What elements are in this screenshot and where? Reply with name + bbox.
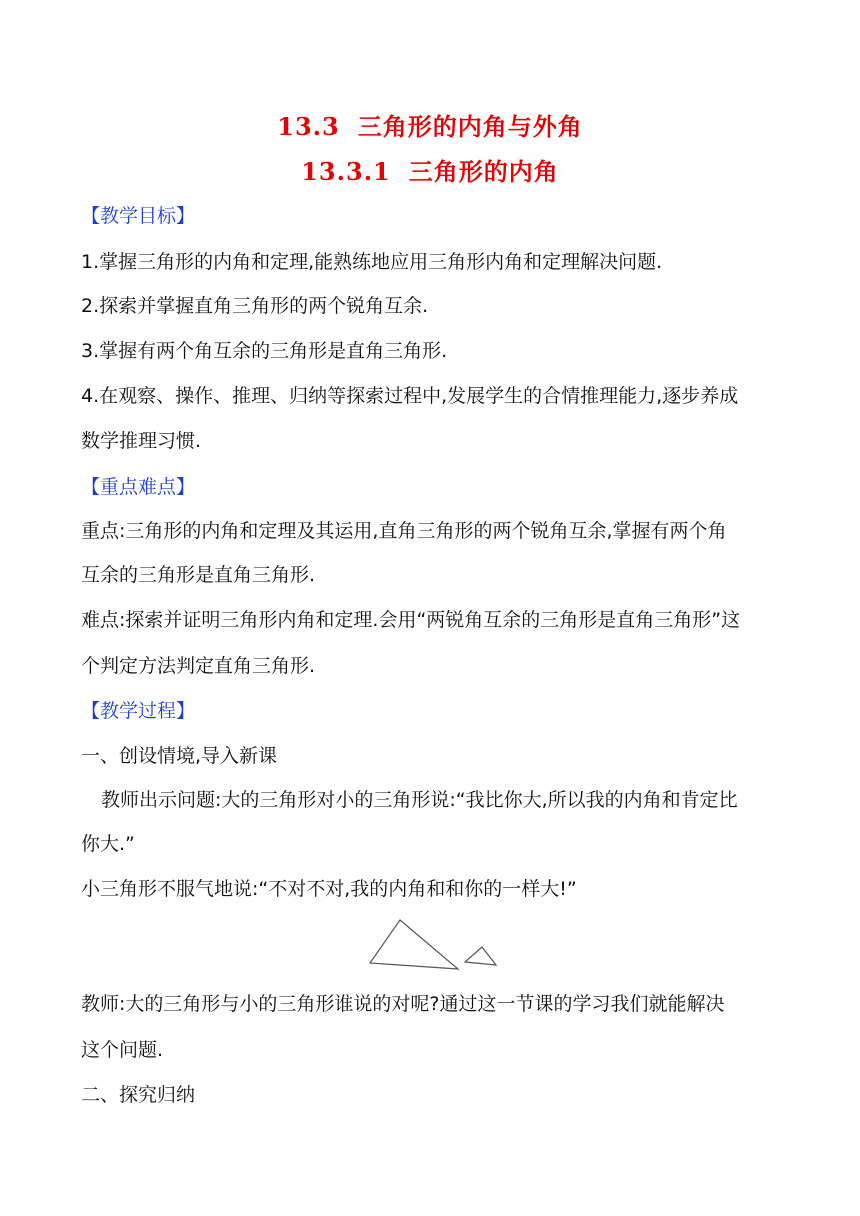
part2-title: 二、探究归纳 [81,1084,196,1106]
triangles-figure [360,914,510,976]
goal-item-4-cont: 数学推理习惯. [81,430,202,452]
goal-item-2: 2.探索并掌握直角三角形的两个锐角互余. [81,295,429,317]
key-point-line: 重点:三角形的内角和定理及其运用,直角三角形的两个锐角互余,掌握有两个角 [81,520,727,542]
paragraph-3-cont: 这个问题. [81,1039,164,1061]
paragraph-3: 教师:大的三角形与小的三角形谁说的对呢?通过这一节课的学习我们就能解决 [81,993,725,1015]
process-header: 【教学过程】 [81,700,196,722]
key-points-header: 【重点难点】 [81,476,196,498]
goal-item-3: 3.掌握有两个角互余的三角形是直角三角形. [81,340,448,362]
sub-title-text: 三角形的内角 [408,157,559,186]
teaching-goals-header: 【教学目标】 [81,205,196,227]
key-point-line: 互余的三角形是直角三角形. [81,564,316,586]
main-title-text: 三角形的内角与外角 [357,112,583,141]
paragraph-1: 教师出示问题:大的三角形对小的三角形说:“我比你大,所以我的内角和肯定比 [101,789,738,811]
paragraph-1-cont: 你大.” [81,833,135,855]
goal-item-1: 1.掌握三角形的内角和定理,能熟练地应用三角形内角和定理解决问题. [81,251,663,273]
main-title [0,112,860,142]
paragraph-2: 小三角形不服气地说:“不对不对,我的内角和和你的一样大!” [81,878,577,900]
difficulty-line: 个判定方法判定直角三角形. [81,655,316,677]
difficulty-line: 难点:探索并证明三角形内角和定理.会用“两锐角互余的三角形是直角三角形”这 [81,609,741,631]
main-title-number: 13.3 [277,112,340,141]
sub-title-number: 13.3.1 [301,157,391,186]
large-triangle [370,920,458,969]
part1-title: 一、创设情境,导入新课 [81,745,278,767]
sub-title [0,157,860,187]
goal-item-4: 4.在观察、操作、推理、归纳等探索过程中,发展学生的合情推理能力,逐步养成 [81,385,739,407]
small-triangle [465,947,496,965]
